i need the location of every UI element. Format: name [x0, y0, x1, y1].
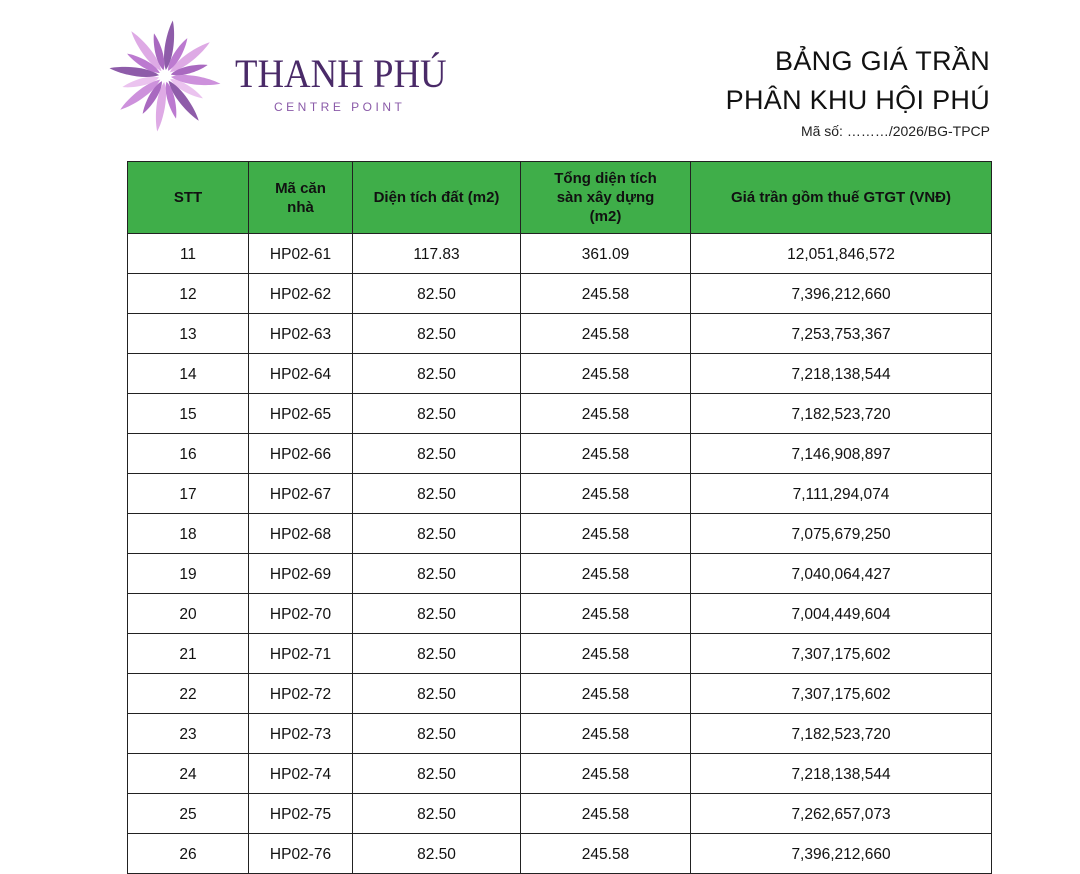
cell-stt: 18 — [128, 514, 249, 554]
cell-floor-area: 245.58 — [521, 394, 691, 434]
document-code: Mã số: ………/2026/BG-TPCP — [800, 123, 990, 139]
cell-unit-code: HP02-76 — [249, 834, 353, 874]
cell-unit-code: HP02-62 — [249, 274, 353, 314]
table-row — [128, 834, 992, 874]
cell-price: 7,396,212,660 — [691, 274, 992, 314]
document-header — [726, 42, 990, 139]
cell-price: 7,307,175,602 — [691, 634, 992, 674]
cell-stt: 24 — [128, 754, 249, 794]
cell-unit-code: HP02-64 — [249, 354, 353, 394]
cell-price: 7,396,212,660 — [691, 834, 992, 874]
header-unit-code: Mã căn nhà — [249, 162, 353, 234]
lotus-flower-icon — [108, 12, 228, 142]
table-row — [128, 514, 992, 554]
table-row — [128, 674, 992, 714]
cell-price: 7,182,523,720 — [691, 714, 992, 754]
cell-land-area: 82.50 — [353, 714, 521, 754]
cell-stt: 23 — [128, 714, 249, 754]
table-row — [128, 794, 992, 834]
header-floor-area: Tổng diện tích sàn xây dựng (m2) — [521, 162, 691, 234]
cell-stt: 25 — [128, 794, 249, 834]
cell-floor-area: 245.58 — [521, 474, 691, 514]
cell-price: 7,111,294,074 — [691, 474, 992, 514]
brand-name: THANH PHÚ — [235, 51, 447, 96]
table-row — [128, 634, 992, 674]
cell-unit-code: HP02-75 — [249, 794, 353, 834]
cell-stt: 11 — [128, 234, 249, 274]
cell-land-area: 82.50 — [353, 594, 521, 634]
cell-price: 7,040,064,427 — [691, 554, 992, 594]
cell-stt: 13 — [128, 314, 249, 354]
header-price: Giá trần gồm thuế GTGT (VNĐ) — [691, 162, 992, 234]
cell-stt: 12 — [128, 274, 249, 314]
cell-land-area: 82.50 — [353, 394, 521, 434]
table-row — [128, 754, 992, 794]
cell-floor-area: 245.58 — [521, 354, 691, 394]
cell-land-area: 82.50 — [353, 674, 521, 714]
cell-stt: 16 — [128, 434, 249, 474]
cell-land-area: 82.50 — [353, 354, 521, 394]
cell-floor-area: 245.58 — [521, 674, 691, 714]
cell-land-area: 82.50 — [353, 834, 521, 874]
table-row — [128, 314, 992, 354]
table-row — [128, 394, 992, 434]
table-header-row — [128, 162, 992, 234]
cell-price: 7,146,908,897 — [691, 434, 992, 474]
cell-price: 7,218,138,544 — [691, 354, 992, 394]
cell-unit-code: HP02-68 — [249, 514, 353, 554]
table-row — [128, 714, 992, 754]
cell-unit-code: HP02-65 — [249, 394, 353, 434]
cell-land-area: 82.50 — [353, 434, 521, 474]
cell-floor-area: 245.58 — [521, 314, 691, 354]
cell-stt: 17 — [128, 474, 249, 514]
price-table — [127, 161, 992, 874]
cell-stt: 14 — [128, 354, 249, 394]
cell-unit-code: HP02-69 — [249, 554, 353, 594]
cell-unit-code: HP02-74 — [249, 754, 353, 794]
header-land-area: Diện tích đất (m2) — [353, 162, 521, 234]
cell-price: 7,004,449,604 — [691, 594, 992, 634]
cell-price: 7,253,753,367 — [691, 314, 992, 354]
cell-unit-code: HP02-66 — [249, 434, 353, 474]
cell-floor-area: 245.58 — [521, 434, 691, 474]
header-stt: STT — [128, 162, 249, 234]
table-row — [128, 554, 992, 594]
cell-floor-area: 245.58 — [521, 754, 691, 794]
table-body — [128, 234, 992, 874]
cell-floor-area: 245.58 — [521, 794, 691, 834]
cell-land-area: 117.83 — [353, 234, 521, 274]
cell-floor-area: 361.09 — [521, 234, 691, 274]
cell-price: 7,075,679,250 — [691, 514, 992, 554]
table-row — [128, 234, 992, 274]
cell-land-area: 82.50 — [353, 754, 521, 794]
document-title-line1: BẢNG GIÁ TRẦN — [775, 46, 990, 76]
cell-stt: 19 — [128, 554, 249, 594]
cell-land-area: 82.50 — [353, 314, 521, 354]
cell-stt: 21 — [128, 634, 249, 674]
cell-floor-area: 245.58 — [521, 594, 691, 634]
cell-price: 7,182,523,720 — [691, 394, 992, 434]
cell-unit-code: HP02-70 — [249, 594, 353, 634]
cell-floor-area: 245.58 — [521, 714, 691, 754]
cell-price: 12,051,846,572 — [691, 234, 992, 274]
cell-land-area: 82.50 — [353, 514, 521, 554]
cell-stt: 15 — [128, 394, 249, 434]
cell-land-area: 82.50 — [353, 794, 521, 834]
cell-floor-area: 245.58 — [521, 514, 691, 554]
cell-floor-area: 245.58 — [521, 634, 691, 674]
cell-land-area: 82.50 — [353, 274, 521, 314]
price-table-container — [127, 161, 991, 874]
table-row — [128, 594, 992, 634]
cell-stt: 22 — [128, 674, 249, 714]
cell-unit-code: HP02-71 — [249, 634, 353, 674]
table-row — [128, 274, 992, 314]
cell-stt: 26 — [128, 834, 249, 874]
cell-land-area: 82.50 — [353, 634, 521, 674]
cell-price: 7,307,175,602 — [691, 674, 992, 714]
cell-land-area: 82.50 — [353, 554, 521, 594]
cell-stt: 20 — [128, 594, 249, 634]
brand-logo — [108, 12, 458, 142]
cell-land-area: 82.50 — [353, 474, 521, 514]
brand-subtitle: CENTRE POINT — [274, 100, 406, 114]
cell-price: 7,262,657,073 — [691, 794, 992, 834]
cell-price: 7,218,138,544 — [691, 754, 992, 794]
cell-floor-area: 245.58 — [521, 554, 691, 594]
cell-unit-code: HP02-61 — [249, 234, 353, 274]
cell-unit-code: HP02-63 — [249, 314, 353, 354]
cell-floor-area: 245.58 — [521, 274, 691, 314]
table-row — [128, 354, 992, 394]
cell-unit-code: HP02-73 — [249, 714, 353, 754]
document-title-line2: PHÂN KHU HỘI PHÚ — [725, 85, 990, 115]
table-row — [128, 434, 992, 474]
cell-unit-code: HP02-72 — [249, 674, 353, 714]
cell-floor-area: 245.58 — [521, 834, 691, 874]
table-row — [128, 474, 992, 514]
cell-unit-code: HP02-67 — [249, 474, 353, 514]
